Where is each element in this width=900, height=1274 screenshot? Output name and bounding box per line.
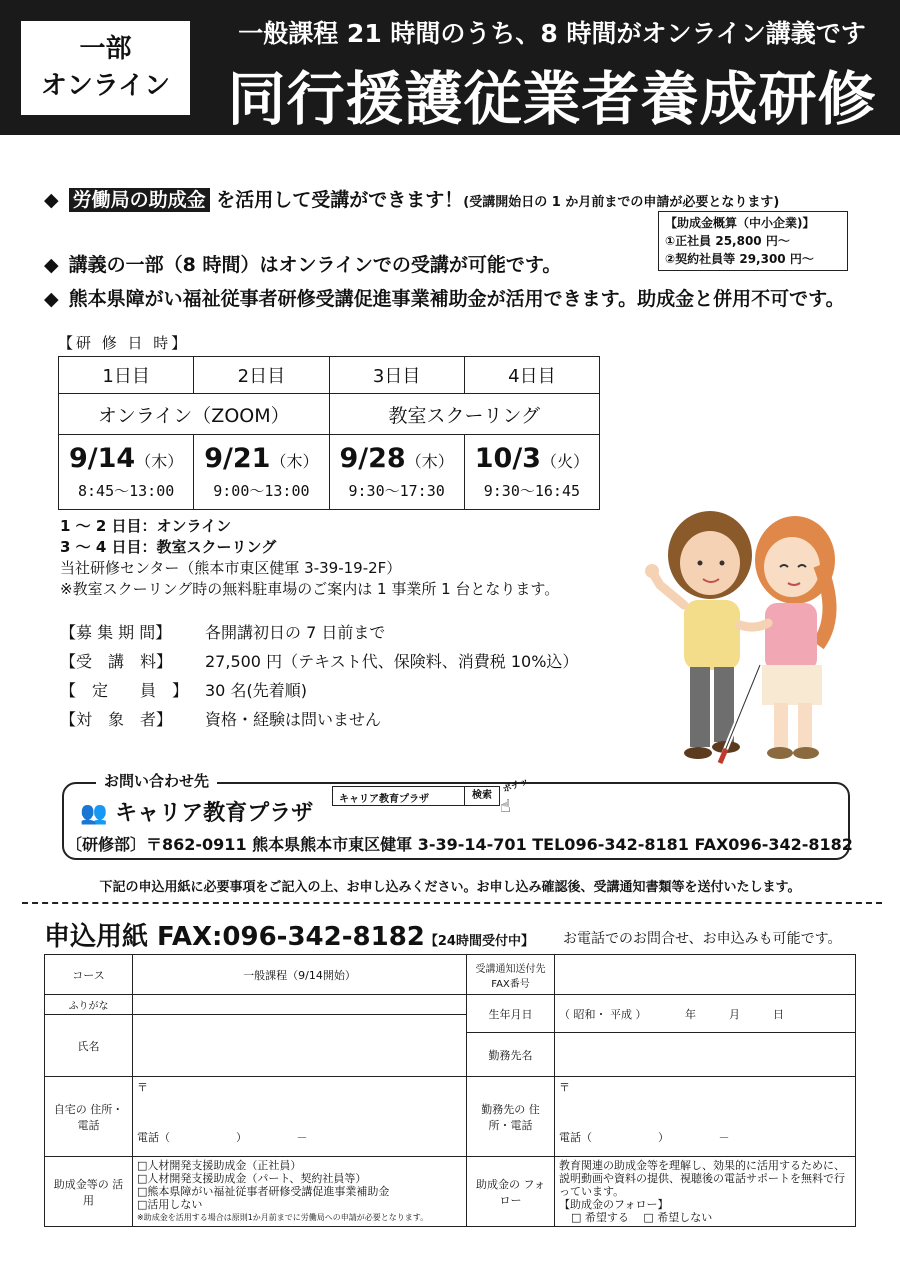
home-address-field[interactable] <box>133 1077 467 1157</box>
date-time: 8:45～13:00 <box>77 482 175 500</box>
search-button[interactable]: 検索 <box>464 787 499 805</box>
application-form <box>44 954 856 1227</box>
highlight-subsidy: 労働局の助成金 <box>69 188 210 212</box>
info-key: 【募 集 期 間】 <box>60 623 172 642</box>
bullet-text: 講義の一部（8 時間）はオンラインでの受講が可能です。 <box>68 254 562 276</box>
furigana-label: ふりがな <box>45 995 133 1015</box>
bullet-subsidy <box>44 185 779 212</box>
date-value: 10/3 <box>474 443 541 474</box>
furigana-field[interactable] <box>133 995 467 1015</box>
form-side-note: お電話でのお問合せ、お申込みも可能です。 <box>563 931 842 947</box>
schedule-table <box>58 356 600 510</box>
date-weekday: （木） <box>405 452 454 471</box>
date-cell-2 <box>194 435 329 510</box>
day-3: 3日目 <box>329 357 464 394</box>
option-checkbox[interactable]: □活用しない <box>137 1198 203 1211</box>
mode-online: オンライン（ZOOM） <box>59 394 330 435</box>
subsidy-use-label: 助成金等の 活用 <box>45 1157 133 1227</box>
page-title: 同行援護従業者養成研修 <box>227 65 877 133</box>
date-time: 9:30～17:30 <box>348 482 445 500</box>
bullet-note: (受講開始日の 1 か月前までの申請が必要となります) <box>463 195 780 210</box>
day-2: 2日目 <box>194 357 329 394</box>
subsidy-title: 【助成金概算（中小企業)】 <box>665 216 815 230</box>
pointing-hand-icon: ☝ <box>500 796 511 817</box>
form-title-tag: 【24時間受付中】 <box>424 934 534 949</box>
day-4: 4日目 <box>464 357 599 394</box>
postal-mark: 〒 <box>559 1081 570 1094</box>
date-time: 9:30～16:45 <box>483 482 581 500</box>
form-title <box>44 916 534 953</box>
search-query: キャリア教育プラザ <box>339 794 429 805</box>
info-value: 資格・経験は問いません <box>205 710 382 729</box>
poch-label: ポチッ <box>501 776 531 796</box>
date-cell-4 <box>464 435 599 510</box>
note-classroom: 3 ～ 4 日目：教室スクーリング <box>60 538 277 556</box>
course-value[interactable]: 一般課程（9/14開始） <box>133 955 467 995</box>
info-row <box>60 676 578 705</box>
option-checkbox[interactable]: □熊本県障がい福祉従事者研修受講促進事業補助金 <box>137 1185 390 1198</box>
fax-field[interactable] <box>555 955 856 995</box>
follow-subtitle: 【助成金のフォロー】 <box>559 1198 669 1211</box>
subsidy-options <box>133 1157 467 1227</box>
info-value: 各開講初日の 7 日前まで <box>205 623 386 642</box>
option-checkbox[interactable]: □人材開発支援助成金（パート、契約社員等） <box>137 1172 367 1185</box>
info-row <box>60 647 578 676</box>
postal-mark: 〒 <box>137 1081 148 1094</box>
work-phone[interactable]: 電話（ ） － <box>559 1131 730 1144</box>
subsidy-box <box>658 211 848 271</box>
option-checkbox[interactable]: □人材開発支援助成金（正社員） <box>137 1159 302 1172</box>
lead-text: 下記の申込用紙に必要事項をご記入の上、お申し込みください。お申し込み確認後、受講通知書類等を送付いたします。 <box>99 880 801 895</box>
date-value: 9/14 <box>69 443 136 474</box>
date-value: 9/28 <box>339 443 406 474</box>
follow-choice[interactable]: □ 希望する □ 希望しない <box>571 1211 713 1224</box>
bullet-text: を活用して受講ができます！ <box>216 189 464 211</box>
course-info <box>60 618 578 734</box>
date-cell-3 <box>329 435 464 510</box>
info-key: 【対 象 者】 <box>60 710 173 729</box>
note-venue: 当社研修センター（熊本市東区健軍 3-39-19-2F） <box>60 559 402 577</box>
date-value: 9/21 <box>204 443 271 474</box>
contact-tag: お問い合わせ先 <box>96 770 217 791</box>
mode-classroom: 教室スクーリング <box>329 394 600 435</box>
birth-label: 生年月日 <box>467 995 555 1033</box>
date-weekday: （木） <box>270 452 319 471</box>
fax-label: 受講通知送付先 FAX番号 <box>467 955 555 995</box>
people-icon: 👥 <box>80 801 108 826</box>
follow-cell <box>555 1157 856 1227</box>
schedule-notes <box>60 516 559 600</box>
name-field[interactable] <box>133 1015 467 1077</box>
date-cell-1 <box>59 435 194 510</box>
brand <box>80 796 313 827</box>
day-1: 1日目 <box>59 357 194 394</box>
diamond-icon: ◆ <box>44 254 59 276</box>
course-label: コース <box>45 955 133 995</box>
header-subtitle: 一般課程 21 時間のうち、8 時間がオンライン講義です <box>238 19 866 48</box>
info-key: 【 定 員 】 <box>60 681 189 700</box>
info-value: 30 名(先着順) <box>205 681 307 700</box>
subsidy-line2: ②契約社員等 29,300 円～ <box>665 252 814 266</box>
name-label: 氏名 <box>45 1015 133 1077</box>
workplace-field[interactable] <box>555 1033 856 1077</box>
date-weekday: （木） <box>135 452 184 471</box>
note-parking: ※教室スクーリング時の無料駐車場のご案内は 1 事業所 1 台となります。 <box>60 580 560 598</box>
follow-text: 教育関連の助成金等を理解し、効果的に活用するために、説明動画や資料の提供、視聴後の電話サポートを無料で行っています。 <box>559 1159 845 1198</box>
info-row <box>60 705 578 734</box>
workplace-label: 勤務先名 <box>467 1033 555 1077</box>
contact-address: 〔研修部〕〒862-0911 熊本県熊本市東区健軍 3-39-14-701 TEL096-342-8181 FAX096-342-8182 <box>66 835 853 854</box>
info-row <box>60 618 578 647</box>
form-title-text: 申込用紙 FAX:096-342-8182 <box>44 922 425 952</box>
options-note: ※助成金を活用する場合は原則1か月前までに労働局への申請が必要となります。 <box>137 1213 429 1222</box>
follow-label: 助成金の フォロー <box>467 1157 555 1227</box>
work-address-label: 勤務先の 住所・電話 <box>467 1077 555 1157</box>
bullet-grant <box>44 284 845 311</box>
online-badge <box>18 18 193 118</box>
guide-helper-illustration <box>640 505 870 770</box>
badge-line1: 一部 <box>79 34 132 64</box>
date-weekday: （火） <box>540 452 589 471</box>
date-time: 9:00～13:00 <box>213 482 310 500</box>
home-phone[interactable]: 電話（ ） － <box>137 1131 308 1144</box>
schedule-label: 【研 修 日 時】 <box>58 334 190 352</box>
badge-line2: オンライン <box>40 71 171 101</box>
note-online: 1 ～ 2 日目：オンライン <box>60 517 232 535</box>
work-address-field[interactable] <box>555 1077 856 1157</box>
brand-name: キャリア教育プラザ <box>115 801 314 826</box>
diamond-icon: ◆ <box>44 288 59 310</box>
birth-field[interactable]: （ 昭和・ 平成 ） 年 月 日 <box>555 995 856 1033</box>
info-value: 27,500 円（テキスト代、保険料、消費税 10%込） <box>205 652 579 671</box>
info-key: 【受 講 料】 <box>60 652 173 671</box>
subsidy-line1: ①正社員 25,800 円～ <box>665 234 790 248</box>
diamond-icon: ◆ <box>44 189 59 211</box>
cut-line <box>22 902 882 904</box>
bullet-online <box>44 250 561 277</box>
search-box[interactable] <box>332 786 500 806</box>
bullet-text: 熊本県障がい福祉従事者研修受講促進事業補助金が活用できます。助成金と併用不可です。 <box>68 288 845 310</box>
home-label: 自宅の 住所・電話 <box>45 1077 133 1157</box>
